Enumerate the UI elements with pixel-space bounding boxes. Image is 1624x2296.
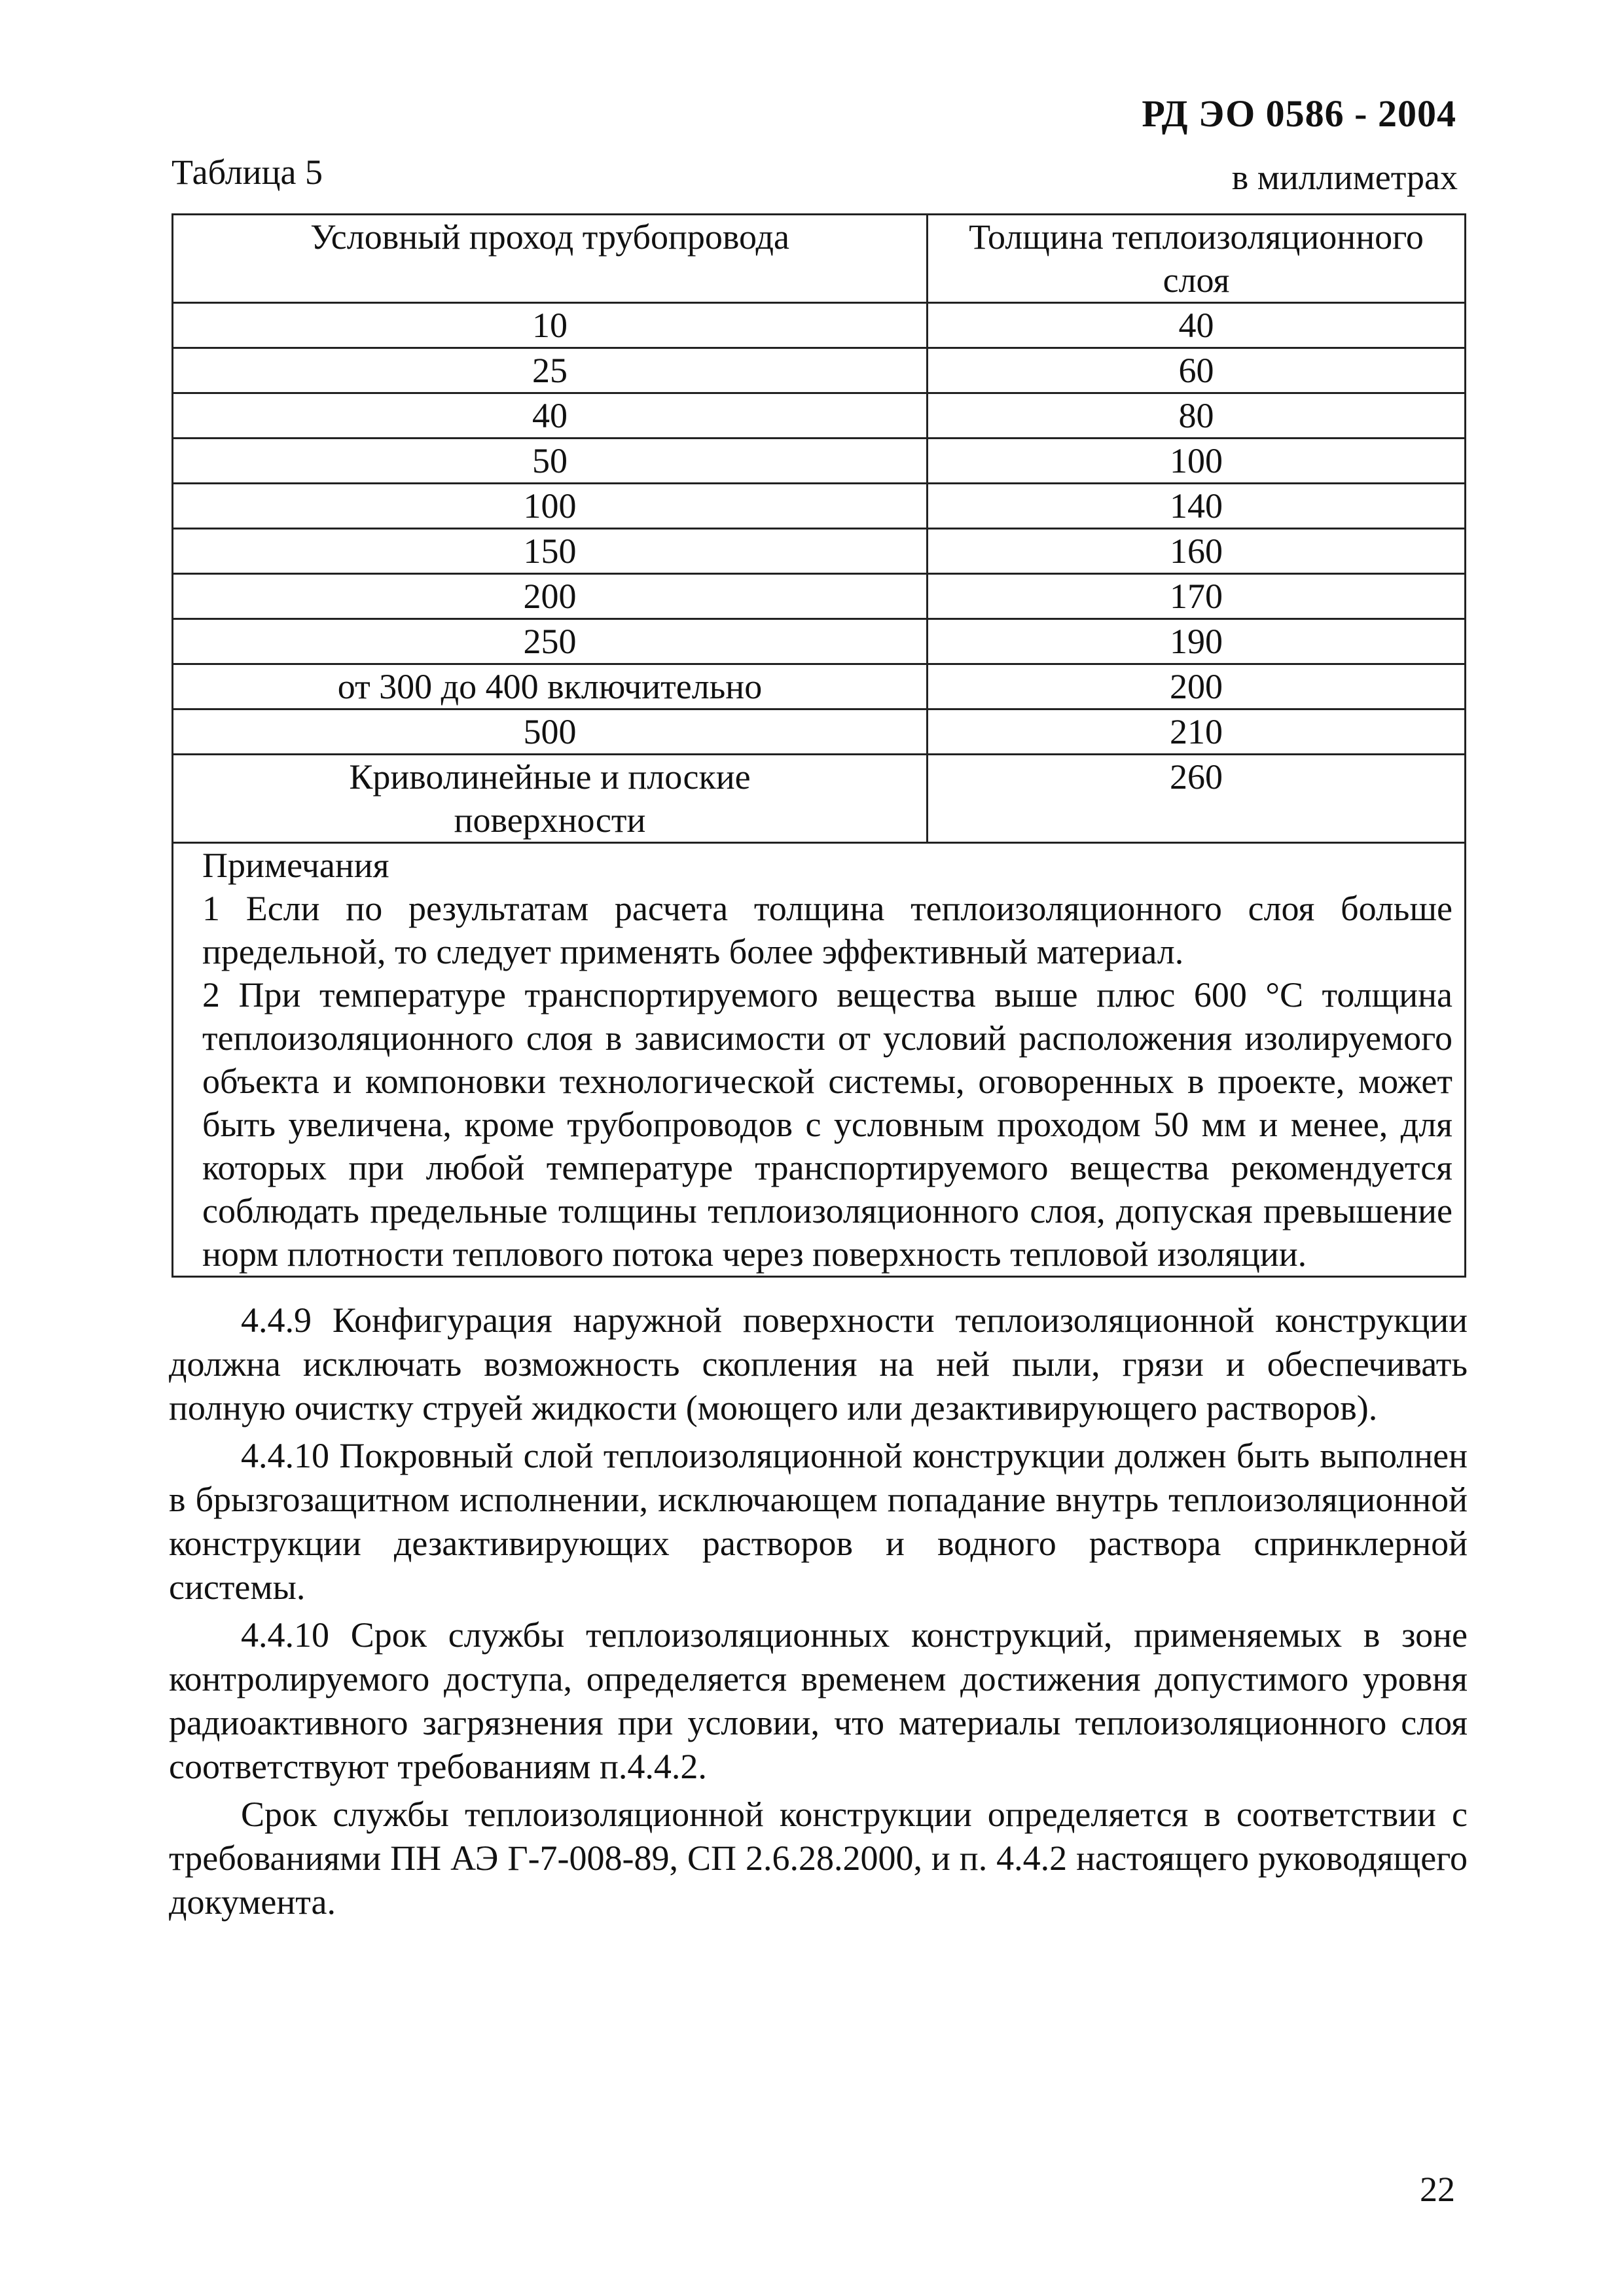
pipe-diameter-cell: 100	[173, 484, 928, 529]
column-header-pipe-diameter: Условный проход трубопровода	[173, 215, 928, 303]
pipe-diameter-cell: 250	[173, 619, 928, 664]
thickness-cell: 100	[928, 439, 1466, 484]
table-row	[173, 529, 1466, 574]
pipe-diameter-cell: 10	[173, 303, 928, 348]
pipe-diameter-cell: 500	[173, 709, 928, 755]
thickness-cell: 210	[928, 709, 1466, 755]
page-number: 22	[1420, 2170, 1455, 2209]
pipe-diameter-cell: 150	[173, 529, 928, 574]
table-title: Таблица 5	[171, 152, 323, 192]
thickness-cell: 60	[928, 348, 1466, 393]
thickness-cell: 200	[928, 664, 1466, 709]
pipe-diameter-cell: 40	[173, 393, 928, 439]
pipe-diameter-cell: от 300 до 400 включительно	[173, 664, 928, 709]
notes-row	[173, 843, 1466, 1277]
thickness-cell: 190	[928, 619, 1466, 664]
pipe-diameter-cell: Криволинейные и плоские поверхности	[173, 755, 928, 843]
table-row	[173, 303, 1466, 348]
table-row	[173, 664, 1466, 709]
paragraph-service-life-requirements: Срок службы теплоизоляционной конструкции определяется в соответствии с требованиями ПН АЭ Г-7-008-89, СП 2.6.28.2000, и п. 4.4.2 настоящего руководящего документа.	[169, 1795, 1468, 1922]
note-1: 1 Если по результатам расчета толщина теплоизоляционного слоя больше предельной, то следует применять более эффективный материал.	[202, 889, 1453, 971]
table-row	[173, 348, 1466, 393]
paragraph-4-4-10-service-life: 4.4.10 Срок службы теплоизоляционных конструкций, применяемых в зоне контролируемого доступа, определяется временем достижения допустимого уровня радиоактивного загрязнения при условии, что материалы теплоизоляционного слоя соответствуют требованиям п.4.4.2.	[169, 1615, 1468, 1786]
table-row	[173, 484, 1466, 529]
thickness-cell: 160	[928, 529, 1466, 574]
column-header-insulation-thickness: Толщина теплоизоляционного слоя	[928, 215, 1466, 303]
thickness-cell: 80	[928, 393, 1466, 439]
notes-title: Примечания	[202, 846, 389, 885]
pipe-diameter-cell: 25	[173, 348, 928, 393]
table-row	[173, 393, 1466, 439]
table-row	[173, 755, 1466, 843]
body-text	[169, 1299, 1468, 1928]
table-notes	[173, 843, 1466, 1277]
thickness-cell: 140	[928, 484, 1466, 529]
insulation-thickness-table	[171, 213, 1466, 1278]
table-row	[173, 574, 1466, 619]
thickness-cell: 170	[928, 574, 1466, 619]
pipe-diameter-cell: 200	[173, 574, 928, 619]
document-code: РД ЭО 0586 - 2004	[1142, 92, 1456, 135]
paragraph-4-4-10-coating: 4.4.10 Покровный слой теплоизоляционной конструкции должен быть выполнен в брызгозащитном исполнении, исключающем попадание внутрь теплоизоляционной конструкции дезактивирующих растворов и водного раствора спринклерной системы.	[169, 1436, 1468, 1607]
table-header-row	[173, 215, 1466, 303]
paragraph-4-4-9: 4.4.9 Конфигурация наружной поверхности теплоизоляционной конструкции должна исключать возможность скопления на ней пыли, грязи и обеспечивать полную очистку струей жидкости (моющего или дезактивирующего растворов).	[169, 1300, 1468, 1427]
note-2: 2 При температуре транспортируемого вещества выше плюс 600 °С толщина теплоизоляционного слоя в зависимости от условий расположения изолируемого объекта и компоновки технологической системы, оговоренных в проекте, может быть увеличена, кроме трубопроводов с условным проходом 50 мм и менее, для которых при любой температуре транспортируемого вещества рекомендуется соблюдать предельные толщины теплоизоляционного слоя, допуская превышение норм плотности теплового потока через поверхность тепловой изоляции.	[202, 975, 1453, 1274]
table-row	[173, 439, 1466, 484]
table-row	[173, 709, 1466, 755]
pipe-diameter-cell: 50	[173, 439, 928, 484]
thickness-cell: 40	[928, 303, 1466, 348]
units-label: в миллиметрах	[1231, 158, 1458, 197]
thickness-cell: 260	[928, 755, 1466, 843]
table-row	[173, 619, 1466, 664]
